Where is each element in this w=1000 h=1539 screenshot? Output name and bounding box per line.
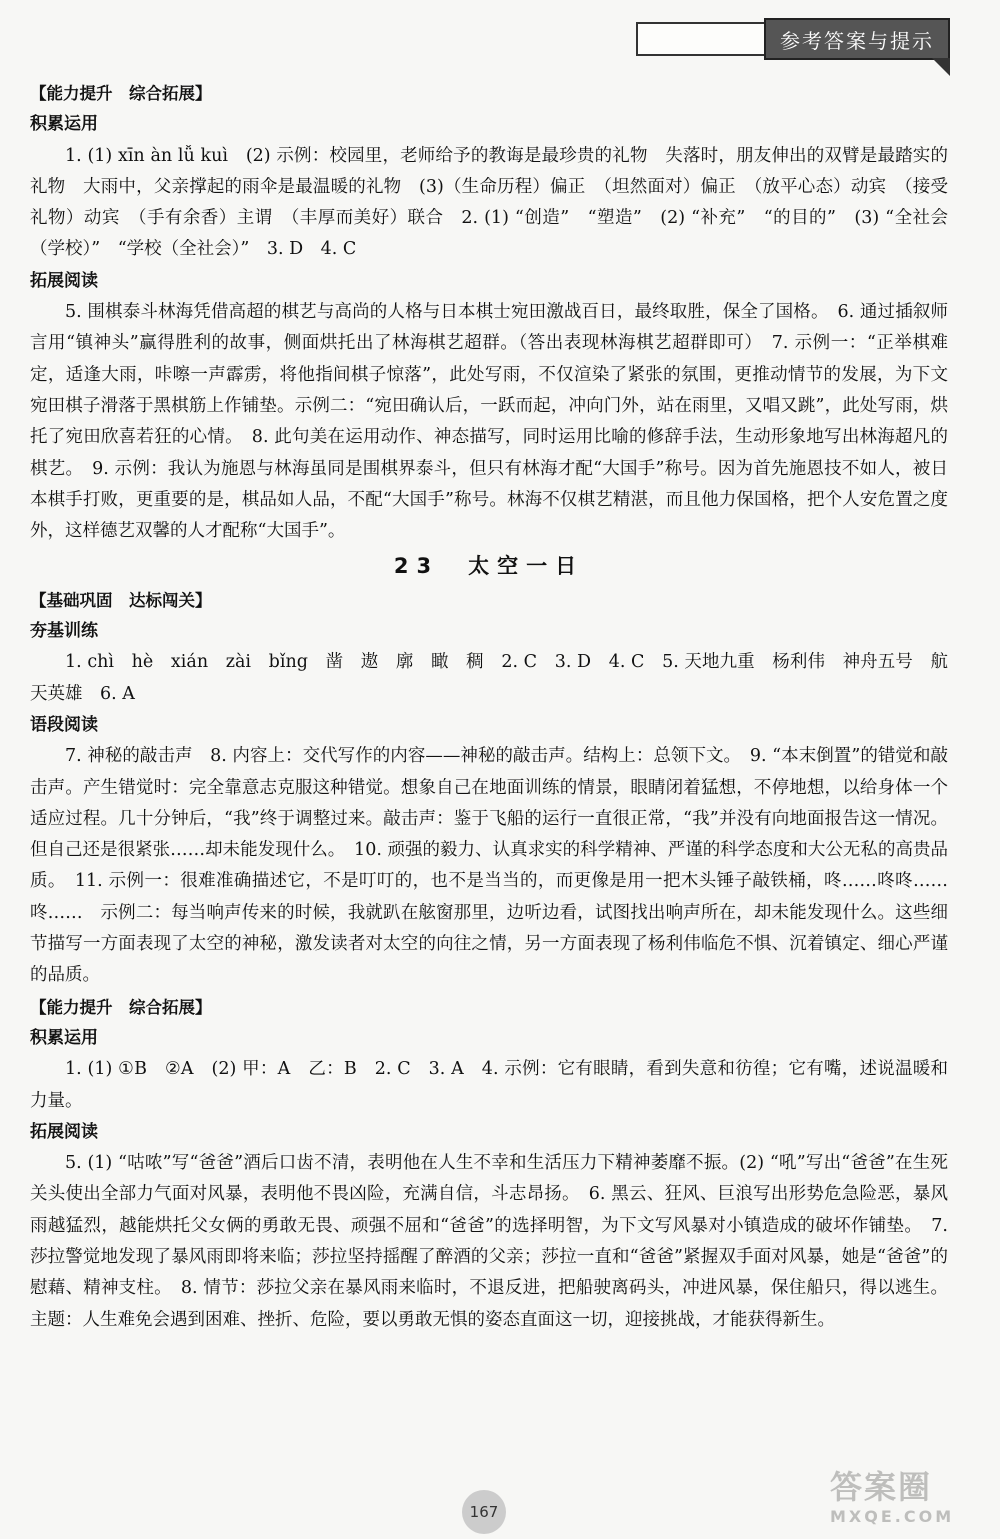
subheading: 拓展阅读 — [30, 1121, 98, 1142]
answer-content — [30, 78, 948, 1336]
page-number: 167 — [462, 1490, 506, 1534]
subheading: 语段阅读 — [30, 714, 98, 735]
header-fold-corner — [932, 58, 950, 76]
answer-paragraph: 1. chì hè xián zài bǐng 凿 遨 廓 瞰 稠 2. C 3. D 4. C 5. 天地九重 杨利伟 神舟五号 航天英雄 6. A — [30, 652, 948, 704]
subheading: 积累运用 — [30, 114, 98, 135]
answer-paragraph: 1. (1) ①B ②A (2) 甲：A 乙：B 2. C 3. A 4. 示例：它有眼睛，看到失意和彷徨；它有嘴，述说温暖和力量。 — [30, 1059, 948, 1111]
section-tag: 【基础巩固 达标闯关】 — [30, 590, 212, 610]
subheading: 夯基训练 — [30, 621, 98, 642]
answer-paragraph: 5. (1) “咕哝”写“爸爸”酒后口齿不清，表明他在人生不幸和生活压力下精神萎靡不振。(2) “吼”写出“爸爸”在生死关头使出全部力气面对风暴，表明他不畏凶险，充满自信，斗志昂扬。 6. 黑云、狂风、巨浪写出形势危急险恶，暴风雨越猛烈，越能烘托父女俩的勇敢无畏、顽强不屈和“爸爸”的选择明智，为下文写风暴对小镇造成的破坏作铺垫。 7. 莎拉警觉地发现了暴风雨即将来临；莎拉坚持摇醒了醉酒的父亲；莎拉一直和“爸爸”紧握双手面对风暴，她是“爸爸”的慰藉、精神支柱。 8. 情节：莎拉父亲在暴风雨来临时，不退反进，把船驶离码头，冲进风暴，保住船只，得以逃生。主题：人生难免会遇到困难、挫折、危险，要以勇敢无惧的姿态直面这一切，迎接挑战，才能获得新生。 — [30, 1153, 948, 1330]
answer-paragraph: 5. 围棋泰斗林海凭借高超的棋艺与高尚的人格与日本棋士宛田激战百日，最终取胜，保全了国格。 6. 通过插叙师言用“镇神头”赢得胜利的故事，侧面烘托出了林海棋艺超群。（答出表现林海棋艺超群即可） 7. 示例一：“正举棋难定，适逢大雨，咔嚓一声霹雳，将他指间棋子惊落”，此处写雨，不仅渲染了紧张的氛围，更推动情节的发展，为下文宛田棋子滑落于黑棋筋上作铺垫。示例二：“宛田确认后，一跃而起，冲向门外，站在雨里，又唱又跳”，此处写雨，烘托了宛田欣喜若狂的心情。 8. 此句美在运用动作、神态描写，同时运用比喻的修辞手法，生动形象地写出林海超凡的棋艺。 9. 示例：我认为施恩与林海虽同是围棋界泰斗，但只有林海才配“大国手”称号。因为首先施恩技不如人，被日本棋手打败，更重要的是，棋品如人品，不配“大国手”称号。林海不仅棋艺精湛，而且他力保国格，把个人安危置之度外，这样德艺双馨的人才配称“大国手”。 — [30, 302, 948, 542]
watermark-logo — [830, 1468, 990, 1538]
section-tag: 【能力提升 综合拓展】 — [30, 997, 212, 1017]
watermark-url: MXQE.COM — [830, 1507, 955, 1526]
lesson-title: 23 太空一日 — [393, 554, 585, 579]
subheading: 积累运用 — [30, 1027, 98, 1048]
subheading: 拓展阅读 — [30, 270, 98, 291]
answer-paragraph: 7. 神秘的敲击声 8. 内容上：交代写作的内容——神秘的敲击声。结构上：总领下文。 9. “本末倒置”的错觉和敲击声。产生错觉时：完全靠意志克服这种错觉。想象自己在地面训练的情景，眼睛闭着猛想，不停地想，以给身体一个适应过程。几十分钟后，“我”终于调整过来。敲击声：鉴于飞船的运行一直很正常，“我”并没有向地面报告这一情况。但自己还是很紧张……却未能发现什么。 10. 顽强的毅力、认真求实的科学精神、严谨的科学态度和大公无私的高贵品质。 11. 示例一：很难准确描述它，不是叮叮的，也不是当当的，而更像是用一把木头锤子敲铁桶，咚……咚咚……咚…… 示例二：每当响声传来的时候，我就趴在舷窗那里，边听边看，试图找出响声所在，却未能发现什么。这些细节描写一方面表现了太空的神秘，激发读者对太空的向往之情，另一方面表现了杨利伟临危不惧、沉着镇定、细心严谨的品质。 — [30, 746, 948, 986]
section-tag: 【能力提升 综合拓展】 — [30, 84, 212, 103]
watermark-text: 答案圈 — [830, 1468, 933, 1506]
header-tab: 参考答案与提示 — [764, 18, 950, 60]
answer-paragraph: 1. (1) xīn àn lǚ kuì (2) 示例：校园里，老师给予的教诲是最珍贵的礼物 失落时，朋友伸出的双臂是最踏实的礼物 大雨中，父亲撑起的雨伞是最温暖的礼物 (3)（生命历程）偏正 （坦然面对）偏正 （放平心态）动宾 （接受礼物）动宾 （手有余香）主谓 （丰厚而美好）联合 2. (1) “创造” “塑造” (2) “补充” “的目的” (3) “全社会（学校）” “学校（全社会）” 3. D 4. C — [30, 145, 948, 260]
header-frame — [636, 22, 766, 56]
